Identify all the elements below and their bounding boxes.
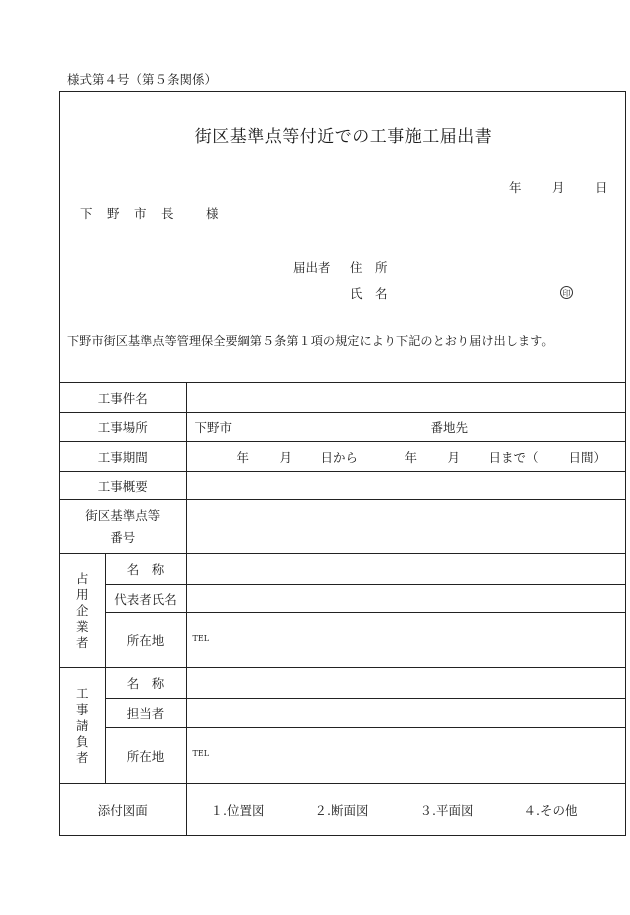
occupant-char: 用	[75, 586, 89, 602]
contractor-address-field[interactable]	[186, 728, 626, 784]
date-day: 日	[595, 180, 608, 195]
date-month: 月	[552, 180, 565, 195]
table-row	[60, 413, 626, 442]
occupant-char: 企	[75, 602, 89, 618]
occupant-char: 業	[75, 618, 89, 634]
occupant-address-label: 所在地	[105, 613, 186, 668]
overview-label: 工事概要	[60, 472, 186, 500]
contractor-char: 請	[75, 717, 89, 733]
occupant-char: 者	[75, 634, 89, 650]
table-row	[60, 668, 626, 699]
occupant-char: 占	[75, 570, 89, 586]
attachments-label: 添付図面	[60, 784, 186, 836]
table-row	[60, 585, 626, 613]
contractor-person-label: 担当者	[105, 699, 186, 728]
period-end-year: 年	[404, 449, 418, 465]
table-row	[60, 554, 626, 585]
reference-point-label	[60, 500, 186, 554]
contractor-char: 負	[75, 733, 89, 749]
occupant-name-label: 名 称	[105, 554, 186, 585]
table-row	[60, 613, 626, 668]
attachment-option-other[interactable]: ４.その他	[523, 802, 578, 818]
period-start-day: 日から	[320, 449, 359, 465]
table-row	[60, 699, 626, 728]
project-name-field[interactable]	[186, 383, 626, 413]
contractor-char: 事	[75, 701, 89, 717]
form-frame	[59, 91, 626, 836]
project-name-label: 工事件名	[60, 383, 186, 413]
form-title: 街区基準点等付近での工事施工届出書	[194, 127, 493, 147]
occupant-address-field[interactable]	[186, 613, 626, 668]
attachment-option-section[interactable]: ２.断面図	[314, 802, 369, 818]
details-table	[60, 382, 626, 836]
contractor-name-label: 名 称	[105, 668, 186, 699]
contractor-address-label: 所在地	[105, 728, 186, 784]
attachment-option-plan[interactable]: ３.平面図	[419, 802, 474, 818]
table-row	[60, 383, 626, 413]
reference-point-label-line1: 街区基準点等	[85, 507, 161, 523]
addressee-honorific: 様	[206, 206, 220, 221]
attachments-field	[186, 784, 626, 836]
location-label: 工事場所	[60, 413, 186, 442]
occupant-tel-label: TEL	[192, 633, 210, 643]
period-start-year: 年	[236, 449, 250, 465]
reference-point-label-line2: 番号	[110, 529, 136, 545]
reference-point-field[interactable]	[186, 500, 626, 554]
applicant-address-label: 住 所	[350, 260, 388, 275]
table-row	[60, 728, 626, 784]
date-year: 年	[509, 180, 522, 195]
period-days: 日間）	[568, 449, 607, 465]
period-end-month: 月	[447, 449, 461, 465]
location-field[interactable]	[186, 413, 626, 442]
table-row	[60, 500, 626, 554]
period-label: 工事期間	[60, 442, 186, 472]
attachment-option-location[interactable]: １.位置図	[210, 802, 265, 818]
location-city: 下野市	[194, 420, 233, 435]
form-code: 様式第４号（第５条関係）	[67, 72, 218, 87]
overview-field[interactable]	[186, 472, 626, 500]
contractor-char: 者	[75, 749, 89, 765]
table-row	[60, 442, 626, 472]
contractor-name-field[interactable]	[186, 668, 626, 699]
occupant-group-label	[60, 554, 105, 668]
location-suffix: 番地先	[430, 420, 469, 435]
addressee-name: 下 野 市 長	[80, 206, 175, 221]
occupant-rep-label: 代表者氏名	[105, 585, 186, 613]
occupant-rep-field[interactable]	[186, 585, 626, 613]
contractor-group-label	[60, 668, 105, 784]
table-row	[60, 472, 626, 500]
applicant-role: 届出者	[293, 260, 331, 275]
period-start-month: 月	[279, 449, 293, 465]
period-end-day: 日まで（	[488, 449, 539, 465]
seal-icon: 印	[560, 286, 573, 299]
contractor-tel-label: TEL	[192, 749, 210, 758]
contractor-char: 工	[75, 685, 89, 701]
applicant-name-label: 氏 名	[350, 286, 388, 301]
statement-text: 下野市街区基準点等管理保全要綱第５条第１項の規定により下記のとおり届け出します。	[67, 334, 554, 348]
period-field[interactable]	[186, 442, 626, 472]
occupant-name-field[interactable]	[186, 554, 626, 585]
contractor-person-field[interactable]	[186, 699, 626, 728]
table-row	[60, 784, 626, 836]
